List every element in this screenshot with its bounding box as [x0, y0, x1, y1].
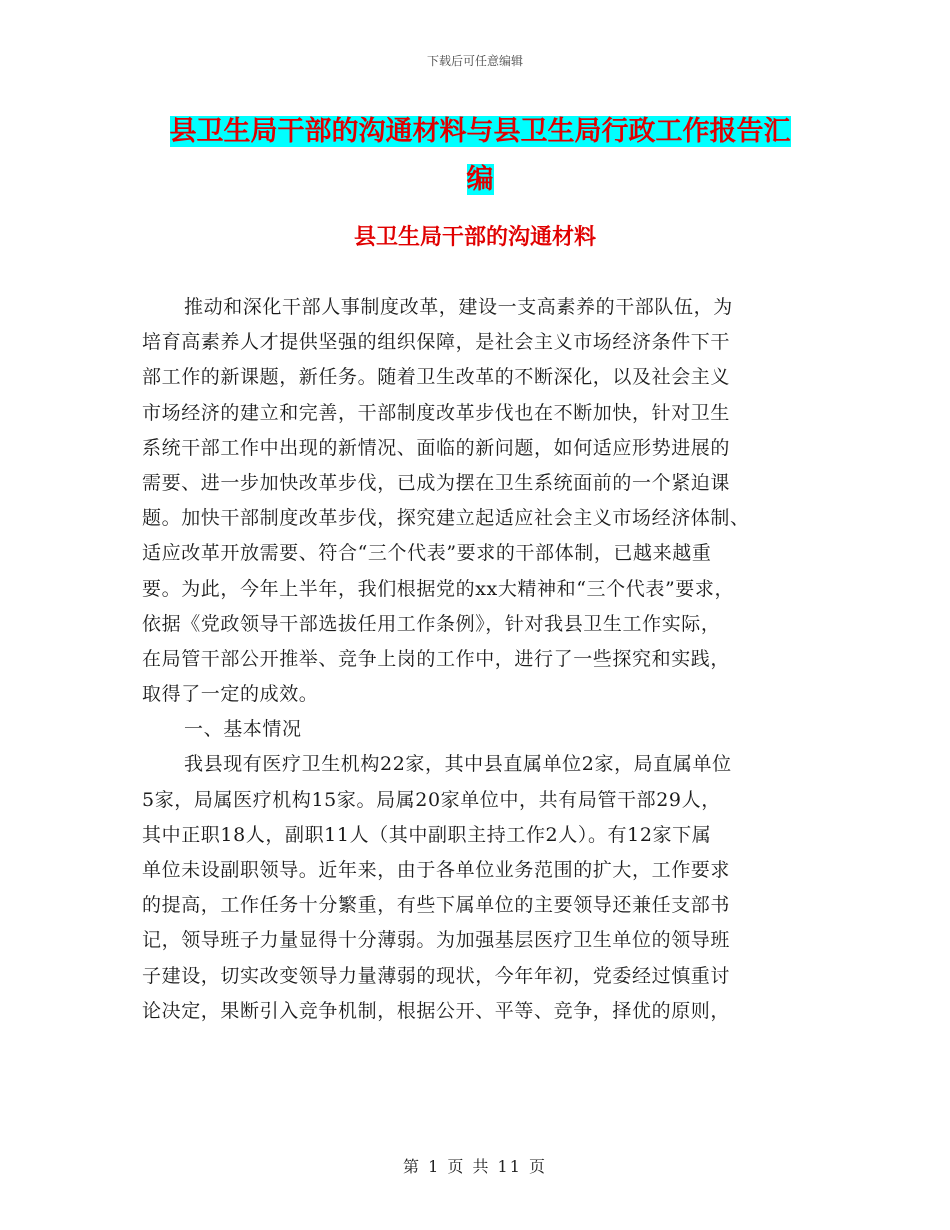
page-number: 第 1 页 共 11 页 [403, 1157, 547, 1176]
document-title-line-1: 县卫生局干部的沟通材料与县卫生局行政工作报告汇 [169, 116, 791, 147]
paragraph-line: 要。为此，今年上半年，我们根据党的xx大精神和“三个代表”要求， [142, 577, 735, 600]
paragraph-line: 我县现有医疗卫生机构22家，其中县直属单位2家，局直属单位 [184, 753, 732, 776]
paragraph-line: 依据《党政领导干部选拔任用工作条例》，针对我县卫生工作实际， [142, 612, 721, 635]
paragraph-line: 其中正职18人，副职11人（其中副职主持工作2人）。有12家下属 [142, 823, 712, 846]
paragraph-line: 单位未设副职领导。近年来，由于各单位业务范围的扩大，工作要求 [142, 859, 731, 881]
document-title-line-2: 编 [466, 164, 494, 195]
paragraph-line: 培育高素养人才提供坚强的组织保障，是社会主义市场经济条件下干 [142, 331, 731, 354]
page-header-note: 下载后可任意编辑 [426, 54, 523, 68]
body-text [142, 290, 812, 1029]
paragraph-line: 系统干部工作中出现的新情况、面临的新问题，如何适应形势进展的 [142, 436, 731, 459]
section-heading: 一、基本情况 [184, 718, 302, 741]
paragraph-line: 市场经济的建立和完善，干部制度改革步伐也在不断加快，针对卫生 [142, 401, 731, 424]
paragraph-line: 取得了一定的成效。 [142, 683, 319, 706]
paragraph-line: 论决定，果断引入竞争机制，根据公开、平等、竞争，择优的原则， [142, 999, 731, 1022]
paragraph-line: 的提高，工作任务十分繁重，有些下属单位的主要领导还兼任支部书 [142, 894, 731, 917]
paragraph-line: 题。加快干部制度改革步伐，探究建立起适应社会主义市场经济体制、 [142, 507, 750, 530]
paragraph-line: 在局管干部公开推举、竞争上岗的工作中，进行了一些探究和实践， [142, 647, 731, 670]
paragraph-line: 子建设，切实改变领导力量薄弱的现状，今年年初，党委经过慎重讨 [142, 964, 731, 987]
section-title: 县卫生局干部的沟通材料 [353, 225, 596, 250]
paragraph-line: 记，领导班子力量显得十分薄弱。为加强基层医疗卫生单位的领导班 [142, 929, 731, 952]
paragraph-line: 部工作的新课题，新任务。随着卫生改革的不断深化，以及社会主义 [142, 366, 731, 389]
document-title [150, 108, 810, 204]
paragraph-line: 推动和深化干部人事制度改革，建设一支高素养的干部队伍，为 [184, 296, 733, 318]
paragraph-line: 需要、进一步加快改革步伐，已成为摆在卫生系统面前的一个紧迫课 [142, 471, 731, 494]
paragraph-line: 适应改革开放需要、符合“三个代表”要求的干部体制，已越来越重 [142, 542, 712, 565]
paragraph-line: 5家，局属医疗机构15家。局属20家单位中，共有局管干部29人， [142, 788, 721, 811]
